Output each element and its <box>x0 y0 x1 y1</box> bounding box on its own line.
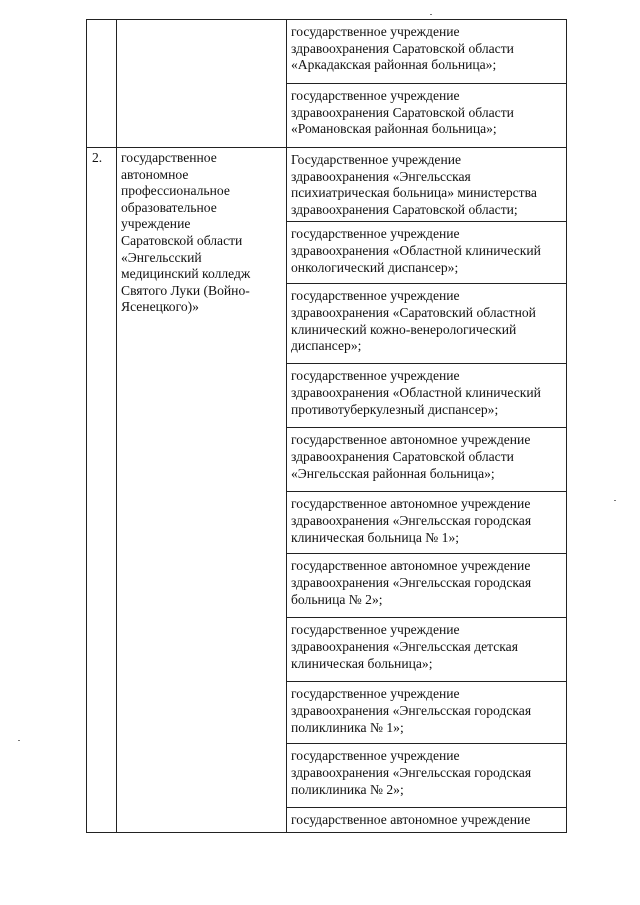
organization-cell <box>117 148 287 833</box>
row-number-cell <box>87 20 117 148</box>
institution-cell <box>287 20 567 84</box>
organization-cell <box>117 20 287 148</box>
institution-text: государственное автономное учреждение здравоохранения «Энгельсская городская клиническая больница № 1»; <box>291 496 532 545</box>
institution-cell <box>287 284 567 364</box>
table-row <box>87 20 567 84</box>
scan-speck <box>430 14 432 15</box>
institution-text: государственное учреждение здравоохранения «Областной клинический противотуберкулезный диспансер»; <box>291 368 541 417</box>
institution-text: государственное автономное учреждение здравоохранения Саратовской области «Энгельсская районная больница»; <box>291 432 531 481</box>
institution-text: государственное учреждение здравоохранения Саратовской области «Романовская районная больница»; <box>291 88 514 137</box>
institution-cell <box>287 364 567 428</box>
institution-text: государственное учреждение здравоохранения «Областной клинический онкологический диспансер»; <box>291 226 541 275</box>
institution-cell <box>287 554 567 618</box>
organization-name: государственное автономное профессиональное образовательное учреждение Саратовской области «Энгельсский медицинский колледж Святого Луки (Войно- Ясенецкого)» <box>121 150 251 315</box>
scan-speck <box>614 500 616 501</box>
institutions-table <box>86 19 567 833</box>
institution-cell <box>287 808 567 833</box>
institution-text: государственное учреждение здравоохранения «Энгельсская городская поликлиника № 1»; <box>291 686 532 735</box>
institution-cell <box>287 682 567 744</box>
table-row <box>87 148 567 222</box>
institution-text: государственное автономное учреждение <box>291 812 531 828</box>
institution-cell <box>287 84 567 148</box>
institution-cell <box>287 222 567 284</box>
institution-text: государственное учреждение здравоохранения Саратовской области «Аркадакская районная больница»; <box>291 24 514 73</box>
institution-cell <box>287 618 567 682</box>
institution-cell <box>287 744 567 808</box>
institution-text: государственное автономное учреждение здравоохранения «Энгельсская городская больница № 2»; <box>291 558 532 607</box>
institution-text: государственное учреждение здравоохранения «Энгельсская городская поликлиника № 2»; <box>291 748 532 797</box>
institution-cell <box>287 492 567 554</box>
row-number-cell <box>87 148 117 833</box>
institution-cell <box>287 428 567 492</box>
scan-speck <box>18 740 20 741</box>
institution-text: Государственное учреждение здравоохранения «Энгельсская психиатрическая больница» министерства здравоохранения Саратовской области; <box>291 152 537 217</box>
institution-cell <box>287 148 567 222</box>
row-number: 2. <box>92 150 103 165</box>
institution-text: государственное учреждение здравоохранения «Саратовский областной клинический кожно-венерологический диспансер»; <box>291 288 536 354</box>
institution-text: государственное учреждение здравоохранения «Энгельсская детская клиническая больница»; <box>291 622 518 671</box>
